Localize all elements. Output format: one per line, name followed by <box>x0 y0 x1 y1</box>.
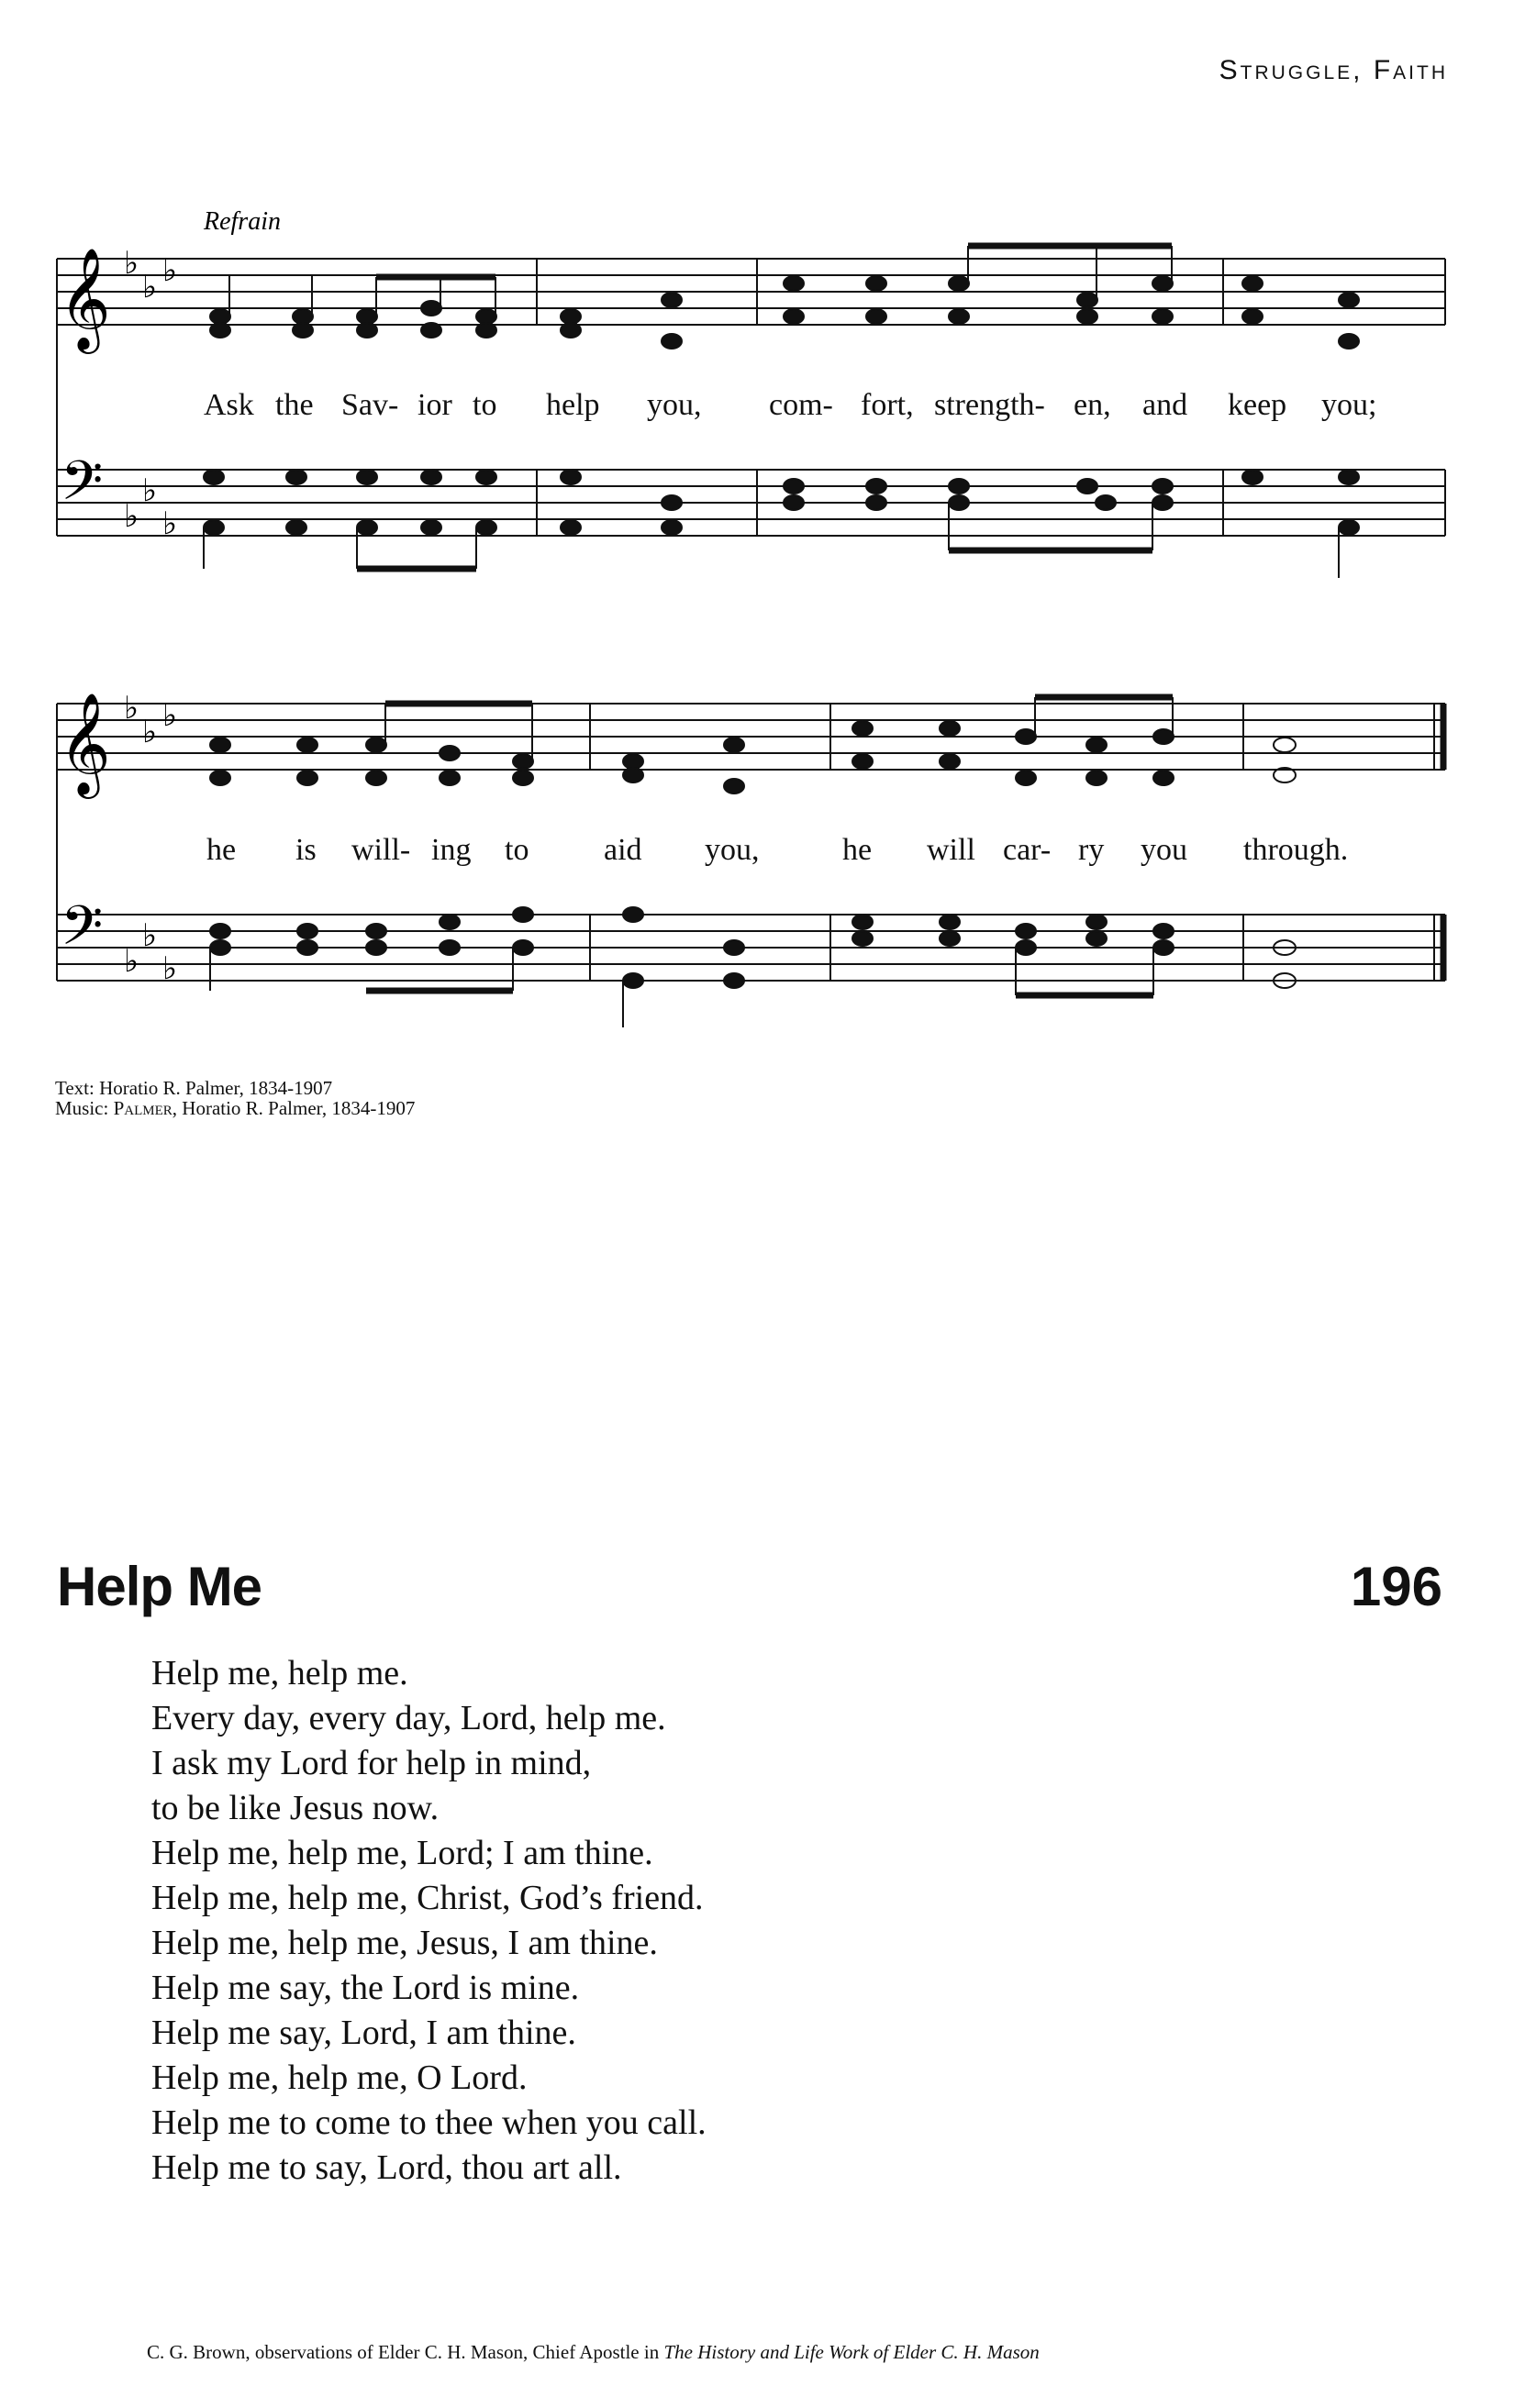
lyric-syllable: will- <box>351 833 411 867</box>
svg-text:♭: ♭ <box>162 252 178 289</box>
lyric-syllable: to <box>505 833 529 867</box>
lyric-syllable: and <box>1142 388 1188 422</box>
lyric-syllable: Sav- <box>341 388 399 422</box>
lyric-syllable: he <box>842 833 873 867</box>
poem-line: Help me, help me, Christ, God’s friend. <box>151 1879 704 1917</box>
source-prefix: C. G. Brown, observations of Elder C. H. Mason, Chief Apostle in <box>147 2341 660 2363</box>
treble-notes-2 <box>210 697 1296 793</box>
text-credit-value: Horatio R. Palmer, 1834-1907 <box>99 1077 333 1099</box>
lyric-syllable: com- <box>769 388 833 422</box>
lyrics-line-2 <box>206 833 1348 867</box>
tune-name: Palmer, <box>113 1097 178 1119</box>
lyric-syllable: he <box>206 833 237 867</box>
poem-line: Every day, every day, Lord, help me. <box>151 1699 666 1737</box>
lyric-syllable: strength- <box>934 388 1045 422</box>
poem-line: to be like Jesus now. <box>151 1789 440 1827</box>
hymn-credits <box>55 1078 415 1118</box>
refrain-label: Refrain <box>204 207 281 236</box>
svg-text:♭: ♭ <box>124 690 139 727</box>
svg-text:♭: ♭ <box>142 714 158 750</box>
notation-system-2 <box>0 647 1525 1041</box>
lyric-syllable: keep <box>1228 388 1287 422</box>
bass-notes-2 <box>210 907 1296 1027</box>
lyric-syllable: fort, <box>861 388 914 422</box>
poem-line: Help me, help me, Jesus, I am thine. <box>151 1924 658 1962</box>
bass-clef-icon: 𝄢 <box>61 449 104 526</box>
lyric-syllable: is <box>295 833 317 867</box>
poem-line: Help me to say, Lord, thou art all. <box>151 2148 622 2187</box>
lyric-syllable: will <box>927 833 975 867</box>
svg-text:♭: ♭ <box>124 498 139 535</box>
hymn-number: 196 <box>1350 1556 1442 1617</box>
poem-line: Help me, help me, O Lord. <box>151 2058 528 2097</box>
lyric-syllable: you, <box>705 833 760 867</box>
svg-text:♭: ♭ <box>162 505 178 542</box>
source-attribution <box>147 2341 1040 2364</box>
source-book-title: The History and Life Work of Elder C. H. Mason <box>663 2341 1040 2363</box>
svg-text:♭: ♭ <box>124 245 139 282</box>
svg-text:♭: ♭ <box>162 697 178 734</box>
music-credit-label: Music: <box>55 1097 109 1119</box>
treble-staff-1 <box>57 259 1445 325</box>
notation-system-1 <box>0 202 1525 596</box>
bass-staff-1 <box>57 470 1445 536</box>
svg-text:♭: ♭ <box>142 917 158 954</box>
lyric-syllable: to <box>473 388 497 422</box>
lyric-syllable: the <box>275 388 314 422</box>
treble-clef-icon: 𝄞 <box>59 247 111 350</box>
poem-line: Help me, help me. <box>151 1654 408 1692</box>
lyric-syllable: ior <box>417 388 452 422</box>
text-credit <box>55 1078 415 1098</box>
lyric-syllable: you, <box>647 388 702 422</box>
poem-line: Help me say, Lord, I am thine. <box>151 2014 576 2052</box>
poem-line: Help me to come to thee when you call. <box>151 2103 707 2142</box>
svg-text:♭: ♭ <box>142 472 158 509</box>
lyrics-line-1 <box>204 388 1376 422</box>
treble-clef-icon: 𝄞 <box>59 692 111 794</box>
lyric-syllable: ing <box>431 833 472 867</box>
poem-line: Help me say, the Lord is mine. <box>151 1969 580 2007</box>
lyric-syllable: ry <box>1078 833 1105 867</box>
svg-text:♭: ♭ <box>162 950 178 987</box>
hymn-title: Help Me <box>57 1556 262 1617</box>
poem-line: I ask my Lord for help in mind, <box>151 1744 592 1782</box>
lyric-syllable: aid <box>604 833 642 867</box>
music-system-2 <box>0 647 1525 1041</box>
svg-text:♭: ♭ <box>124 943 139 980</box>
lyric-syllable: car- <box>1003 833 1052 867</box>
bass-staff-2 <box>57 915 1445 981</box>
lyric-syllable: you; <box>1321 388 1377 422</box>
treble-staff-2 <box>57 704 1445 770</box>
lyric-syllable: through. <box>1243 833 1349 867</box>
lyric-syllable: en, <box>1074 388 1111 422</box>
music-credit-value: Horatio R. Palmer, 1834-1907 <box>182 1097 416 1119</box>
text-credit-label: Text: <box>55 1077 95 1099</box>
music-credit <box>55 1098 415 1118</box>
music-system-1 <box>0 202 1525 596</box>
lyric-syllable: help <box>546 388 600 422</box>
lyric-syllable: Ask <box>204 388 254 422</box>
treble-notes-1 <box>210 246 1359 349</box>
key-signature-2 <box>124 690 177 987</box>
section-header: Struggle, Faith <box>1219 55 1448 85</box>
poem-line: Help me, help me, Lord; I am thine. <box>151 1834 653 1872</box>
bass-clef-icon: 𝄢 <box>61 893 104 971</box>
lyric-syllable: you <box>1141 833 1187 867</box>
poem-text <box>151 1651 707 2191</box>
key-signature-1 <box>124 245 177 542</box>
svg-text:♭: ♭ <box>142 269 158 305</box>
